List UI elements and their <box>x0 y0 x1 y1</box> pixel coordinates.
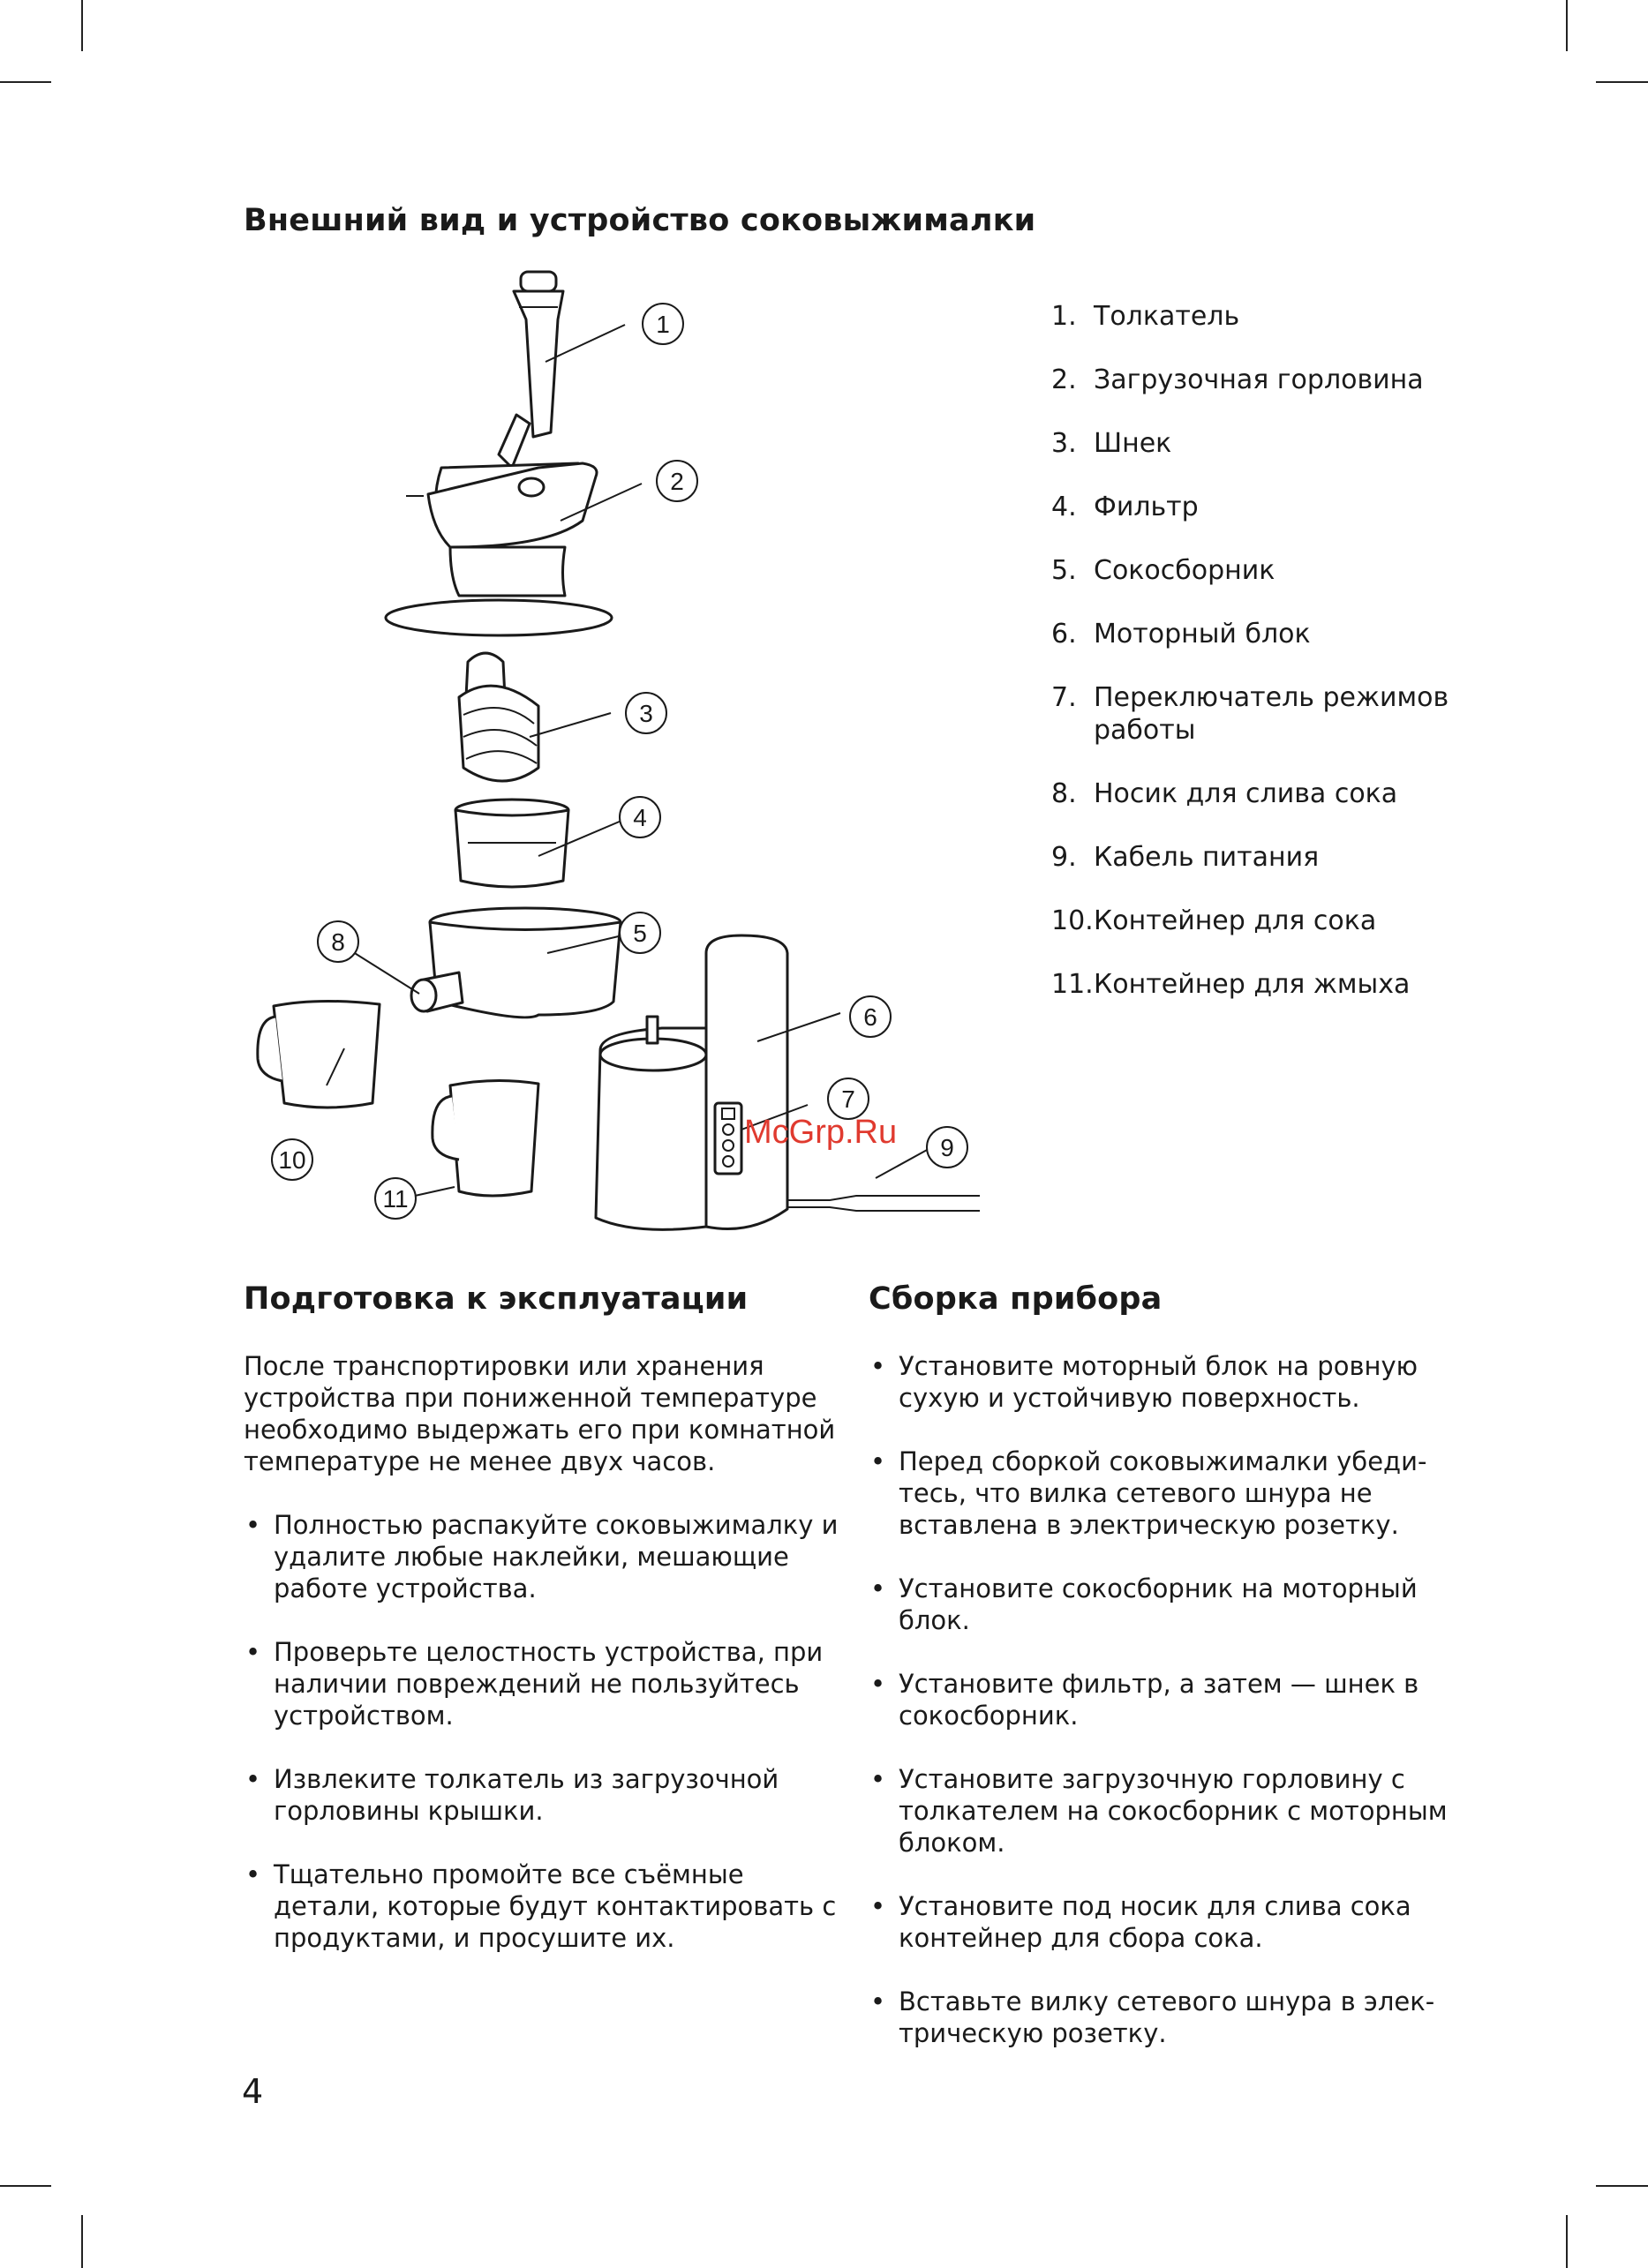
legend-item: 11. Контейнер для жмыха <box>1051 969 1411 1000</box>
list-item: • Проверьте целостность устройства, при наличии повреждений не пользуйтесь устройством. <box>244 1636 844 1731</box>
crop-mark <box>81 2215 83 2268</box>
callout-10 <box>272 1139 312 1180</box>
svg-text:10: 10 <box>278 1146 306 1174</box>
svg-text:8: 8 <box>331 928 345 956</box>
juice-container-part <box>258 1001 380 1108</box>
list-item: • Установите сокосборник на моторный блок. <box>869 1573 1478 1636</box>
svg-text:5: 5 <box>633 920 647 947</box>
list-item: • Извлеките толкатель из загрузочной горловины крышки. <box>244 1763 844 1827</box>
callout-5 <box>620 912 660 953</box>
callout-3 <box>626 693 666 733</box>
list-item: • Тщательно промойте все съёмные детали, которые будут контактировать с продуктами, и просушите их. <box>244 1859 844 1954</box>
juicer-diagram <box>247 256 1006 1253</box>
legend-item: 1. Толкатель <box>1051 301 1240 332</box>
list-item: • Установите под носик для слива сока контейнер для сбора сока. <box>869 1890 1478 1954</box>
legend-item: 7. Переключатель режимов работы <box>1051 682 1449 746</box>
list-item: • Вставьте вилку сетевого шнура в электрическую розетку. <box>869 1986 1478 2049</box>
callout-4 <box>620 797 660 837</box>
pusher-part <box>514 272 563 437</box>
svg-text:1: 1 <box>656 311 670 338</box>
list-item: • Установите моторный блок на ровную сухую и устойчивую поверхность. <box>869 1350 1478 1414</box>
filter-part <box>455 800 568 887</box>
page-number: 4 <box>242 2072 264 2111</box>
watermark: McGrp.Ru <box>744 1114 898 1151</box>
crop-mark <box>1566 0 1568 51</box>
parts-legend <box>1051 300 1510 1032</box>
legend-item: 3. Шнек <box>1051 428 1172 459</box>
svg-text:6: 6 <box>863 1003 877 1031</box>
callout-2 <box>657 461 697 501</box>
legend-item: 10. Контейнер для сока <box>1051 905 1377 936</box>
preparation-intro: После транспортировки или хранения устройства при пониженной температуре необходимо выдержать его при комнатной температуре не менее двух часов. <box>244 1351 836 1476</box>
list-item: • Установите фильтр, а затем — шнек в сокосборник. <box>869 1668 1478 1731</box>
legend-item: 8. Носик для слива сока <box>1051 778 1398 809</box>
section-heading-assembly: Сборка прибора <box>869 1281 1163 1317</box>
auger-part <box>459 653 538 781</box>
crop-mark <box>1566 2215 1568 2268</box>
legend-item: 2. Загрузочная горловина <box>1051 364 1424 395</box>
callout-1 <box>643 304 683 344</box>
pulp-container-part <box>433 1080 538 1196</box>
callout-6 <box>850 996 891 1037</box>
svg-text:2: 2 <box>670 468 684 495</box>
assembly-list <box>869 1350 1478 2049</box>
list-item: • Перед сборкой соковыжималки убедитесь, что вилка сетевого шнура не вставлена в электрическую розетку. <box>869 1446 1478 1541</box>
motor-unit-part <box>596 935 980 1229</box>
list-item: • Полностью распакуйте соковыжималку и удалите любые наклейки, мешающие работе устройства. <box>244 1509 844 1604</box>
crop-mark <box>1596 81 1648 83</box>
svg-text:9: 9 <box>940 1134 954 1161</box>
preparation-list <box>244 1509 844 1954</box>
svg-text:11: 11 <box>382 1185 409 1213</box>
legend-item: 5. Сокосборник <box>1051 555 1276 586</box>
callout-8 <box>318 921 358 962</box>
svg-text:3: 3 <box>639 700 653 727</box>
callout-9 <box>927 1127 967 1168</box>
crop-mark <box>0 81 51 83</box>
svg-text:4: 4 <box>633 804 647 831</box>
page-title: Внешний вид и устройство соковыжималки <box>244 203 1036 238</box>
crop-mark <box>1596 2185 1648 2187</box>
crop-mark <box>81 0 83 51</box>
legend-item: 6. Моторный блок <box>1051 619 1311 650</box>
juice-collector-part <box>411 908 621 1018</box>
preparation-section <box>244 1350 844 1986</box>
feeding-chute-part <box>386 415 612 635</box>
svg-text:7: 7 <box>841 1085 855 1113</box>
crop-mark <box>0 2185 51 2187</box>
section-heading-preparation: Подготовка к эксплуатации <box>244 1281 749 1317</box>
assembly-section <box>869 1350 1478 2081</box>
legend-item: 9. Кабель питания <box>1051 842 1320 873</box>
callout-11 <box>375 1178 416 1219</box>
legend-item: 4. Фильтр <box>1051 492 1199 522</box>
list-item: • Установите загрузочную горловину с толкателем на сокосборник с моторным блоком. <box>869 1763 1478 1859</box>
